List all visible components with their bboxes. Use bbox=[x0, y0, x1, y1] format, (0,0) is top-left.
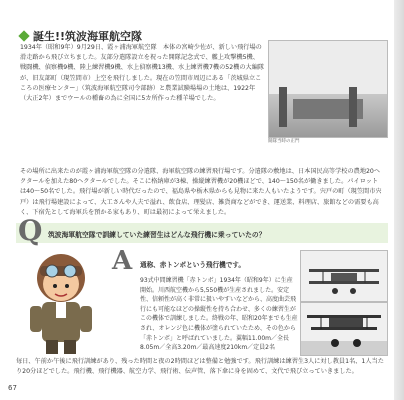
biplane-silhouette-top bbox=[301, 251, 387, 301]
photo-gate-post-left bbox=[279, 87, 287, 127]
pilot-mascot-illustration bbox=[20, 248, 102, 356]
intro-paragraph: 1934年（昭和9年）9月29日、霞ヶ浦海軍航空隊 本体の宮崎少佐が、新しい飛行場の滑走路から飛び立ちました。友部分遣隊設立を祝った開隊記念式で、艦上攻撃機5機、戦闘機、偵察機9機、陸上練習機9機、水上偵察機13機、水上練習機7機の52機の大編隊が、旧友部町（現笠間市）上空を飛行しました。現在の笠間市周辺にある「茨城県立こころの医療センター」（筑波海軍航空隊司令部跡）と農業試験場場の土地は、1922年（大正2年）までウールの種畜の為に全国に5カ所作った種羊場でした。 bbox=[20, 44, 265, 103]
page-number: 67 bbox=[8, 384, 17, 392]
biplane-photo-top bbox=[300, 250, 388, 302]
training-paragraph: 毎日、午前か午後に飛行訓練があり、残った時間と夜の2時間ほどは整備と勉強です。飛行訓練は練習生3人に対し教員1名、1人当たり20分ほどでした。飛行機、飛行機器、航空力学、飛行術、伝声管、落下傘に身を固めて、文代で飛び立っていきました。 bbox=[16, 358, 384, 376]
answer-body: 93式中間練習機「赤トンボ」1934年（昭和9年）に生産開始。川西航空機から5,550機が生産されました。安定性、信頼性が高く非常に扱いやすいなどから、高度曲芸飛行にも可能なほどの操縦性を持ち合わせ、多くの練習生がこの機体で訓練しました。終戦の年、昭和20年までも生産され、オレンジ色に機体が塗られていたため、その色から「赤トンボ」と呼ばれていました。翼幅11.00m／全長8.05m／全高3.20m／最高速度210km／定員2名 bbox=[140, 277, 298, 352]
book-spine bbox=[394, 0, 404, 400]
diamond-bullet-icon bbox=[18, 30, 29, 41]
question-text: 筑波海軍航空隊で訓練していた練習生はどんな飛行機に乗っていたの？ bbox=[48, 231, 266, 239]
biplane-photo-bottom bbox=[300, 302, 388, 356]
answer-heading: 通称、赤トンボという飛行機です。 bbox=[140, 261, 245, 269]
answer-marker: A bbox=[112, 246, 133, 276]
photo-caption: 開隊当時の正門 bbox=[268, 139, 300, 144]
section-title-row bbox=[20, 28, 142, 44]
history-paragraph: その場所に出来たのが霞ヶ浦海軍航空隊の分遣隊、海軍航空隊の練習飛行場です。分遣隊の敷地は、日本国民高等学校の農地20ヘクタールを加えた80ヘクタールでした。そこに格納庫が3棟、操縦練習機が20機ほどで、140〜150名が働きました。パイロットは40〜50名でした。飛行場が新しい時代だったので、福島県や栃木県からも見物に来た人もいたようです。宍戸の町（現笠間市宍戸）は飛行場建設によって、大工さんや人夫で溢れ、飲食店、理髪店、雑貨商などができ、運送業、料理店、旅館などの需要も高く、下宿先として海軍兵を預かる家もあり、町は最初によって栄えました。 bbox=[20, 168, 382, 216]
gate-photo bbox=[268, 40, 388, 138]
photo-sky bbox=[269, 41, 387, 94]
photo-gate-post-right bbox=[349, 87, 357, 127]
biplane-silhouette-bottom bbox=[301, 303, 387, 355]
question-marker: Q bbox=[18, 214, 43, 247]
section-title: 誕生!!筑波海軍航空隊 bbox=[33, 30, 143, 43]
